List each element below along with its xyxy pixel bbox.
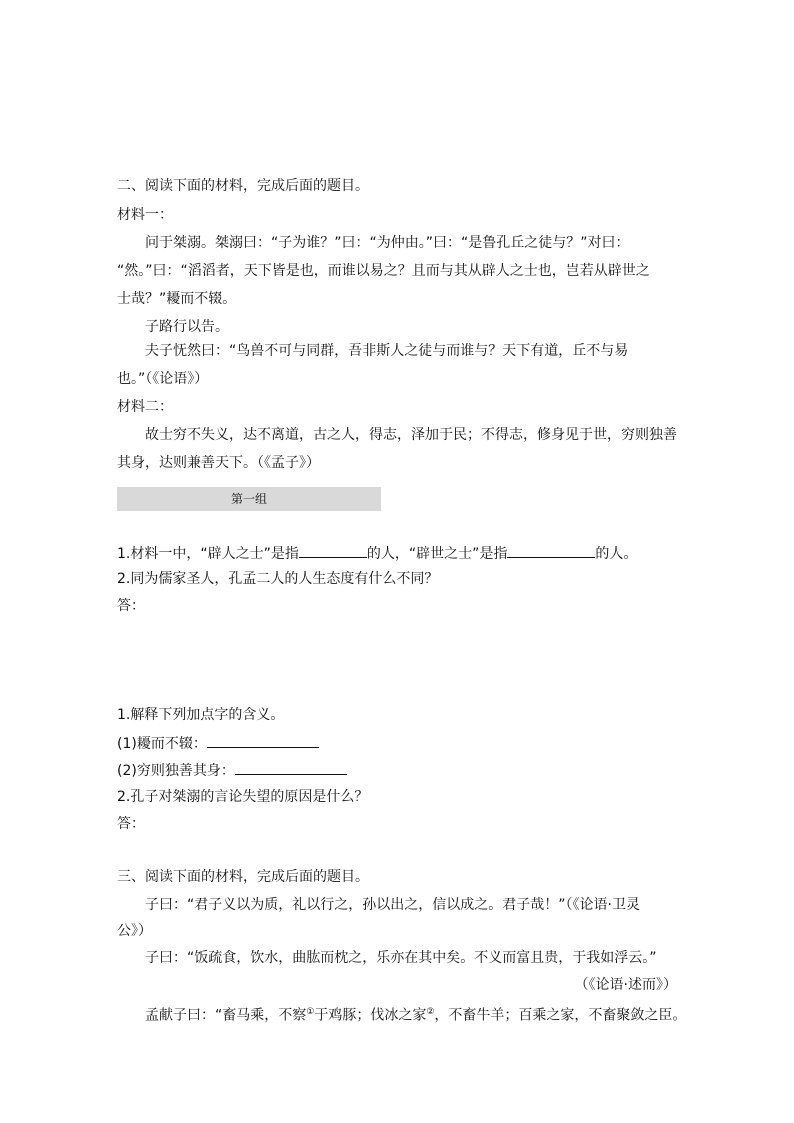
section3-text: 子曰：“君子义以为质，礼以行之，孙以出之，信以成之。君子哉！”（《论语·卫灵: [145, 897, 640, 913]
section3-heading: 三、阅读下面的材料，完成后面的题目。: [117, 869, 369, 885]
group2-question1: 1.解释下列加点字的含义。: [117, 707, 285, 723]
item-text: (1)耰而不辍：: [117, 736, 207, 752]
footnote-marker: ②: [426, 1007, 435, 1017]
section3-text: 子曰：“饭疏食，饮水，曲肱而枕之，乐亦在其中矣。不义而富且贵，于我如浮云。”: [145, 950, 657, 966]
footnote-marker: ①: [306, 1007, 315, 1017]
answer-label: 答：: [117, 598, 145, 614]
text-segment: 于鸡豚；伐冰之家: [314, 1007, 427, 1024]
answer-blank[interactable]: [507, 543, 595, 558]
section3-text: [145, 1003, 686, 1025]
material1-text: 子路行以告。: [145, 319, 229, 335]
answer-blank[interactable]: [235, 760, 347, 775]
material1-text: 士哉？”耰而不辍。: [117, 291, 237, 307]
section2-heading: 二、阅读下面的材料，完成后面的题目。: [117, 178, 369, 194]
answer-label: 答：: [117, 816, 145, 832]
material2-label: 材料二：: [117, 399, 173, 415]
material1-text: “然。”曰：“滔滔者，天下皆是也，而谁以易之？且而与其从辟人之士也，岂若从辟世之: [117, 263, 650, 279]
question-text: 的人，“辟世之士”是指: [366, 546, 508, 562]
material2-text: 故士穷不失义，达不离道，古之人，得志，泽加于民；不得志，修身见于世，穷则独善: [145, 427, 677, 443]
group1-question1: [117, 543, 637, 563]
answer-blank[interactable]: [299, 543, 367, 558]
group2-question2: 2.孔子对桀溺的言论失望的原因是什么？: [117, 789, 369, 805]
question-text: 1.材料一中，“辟人之士”是指: [117, 546, 299, 562]
section3-text: 公》）: [117, 923, 152, 939]
text-segment: 孟献子曰：“畜马乘，不察: [145, 1007, 307, 1024]
material1-label: 材料一：: [117, 207, 173, 223]
text-segment: ，不畜牛羊；百乘之家，不畜聚敛之臣。: [434, 1007, 687, 1024]
material1-text: 夫子怃然曰：“鸟兽不可与同群，吾非斯人之徒与而谁与？天下有道，丘不与易: [145, 343, 629, 359]
material2-text: 其身，达则兼善天下。（《孟子》）: [117, 455, 320, 471]
group1-question2: 2.同为儒家圣人，孔孟二人的人生态度有什么不同？: [117, 571, 439, 587]
answer-blank[interactable]: [207, 733, 319, 748]
group2-item1: [117, 733, 319, 753]
group2-item2: [117, 760, 347, 780]
question-text: 的人。: [595, 546, 638, 562]
item-text: (2)穷则独善其身：: [117, 763, 235, 779]
material1-text: 也。”（《论语》）: [117, 371, 209, 387]
group-label-box: 第一组: [117, 487, 381, 511]
material1-text: 问于桀溺。桀溺曰：“子为谁？”曰：“为仲由。”曰：“是鲁孔丘之徒与？”对曰：: [145, 235, 630, 251]
source-citation: （《论语·述而》）: [574, 977, 677, 993]
